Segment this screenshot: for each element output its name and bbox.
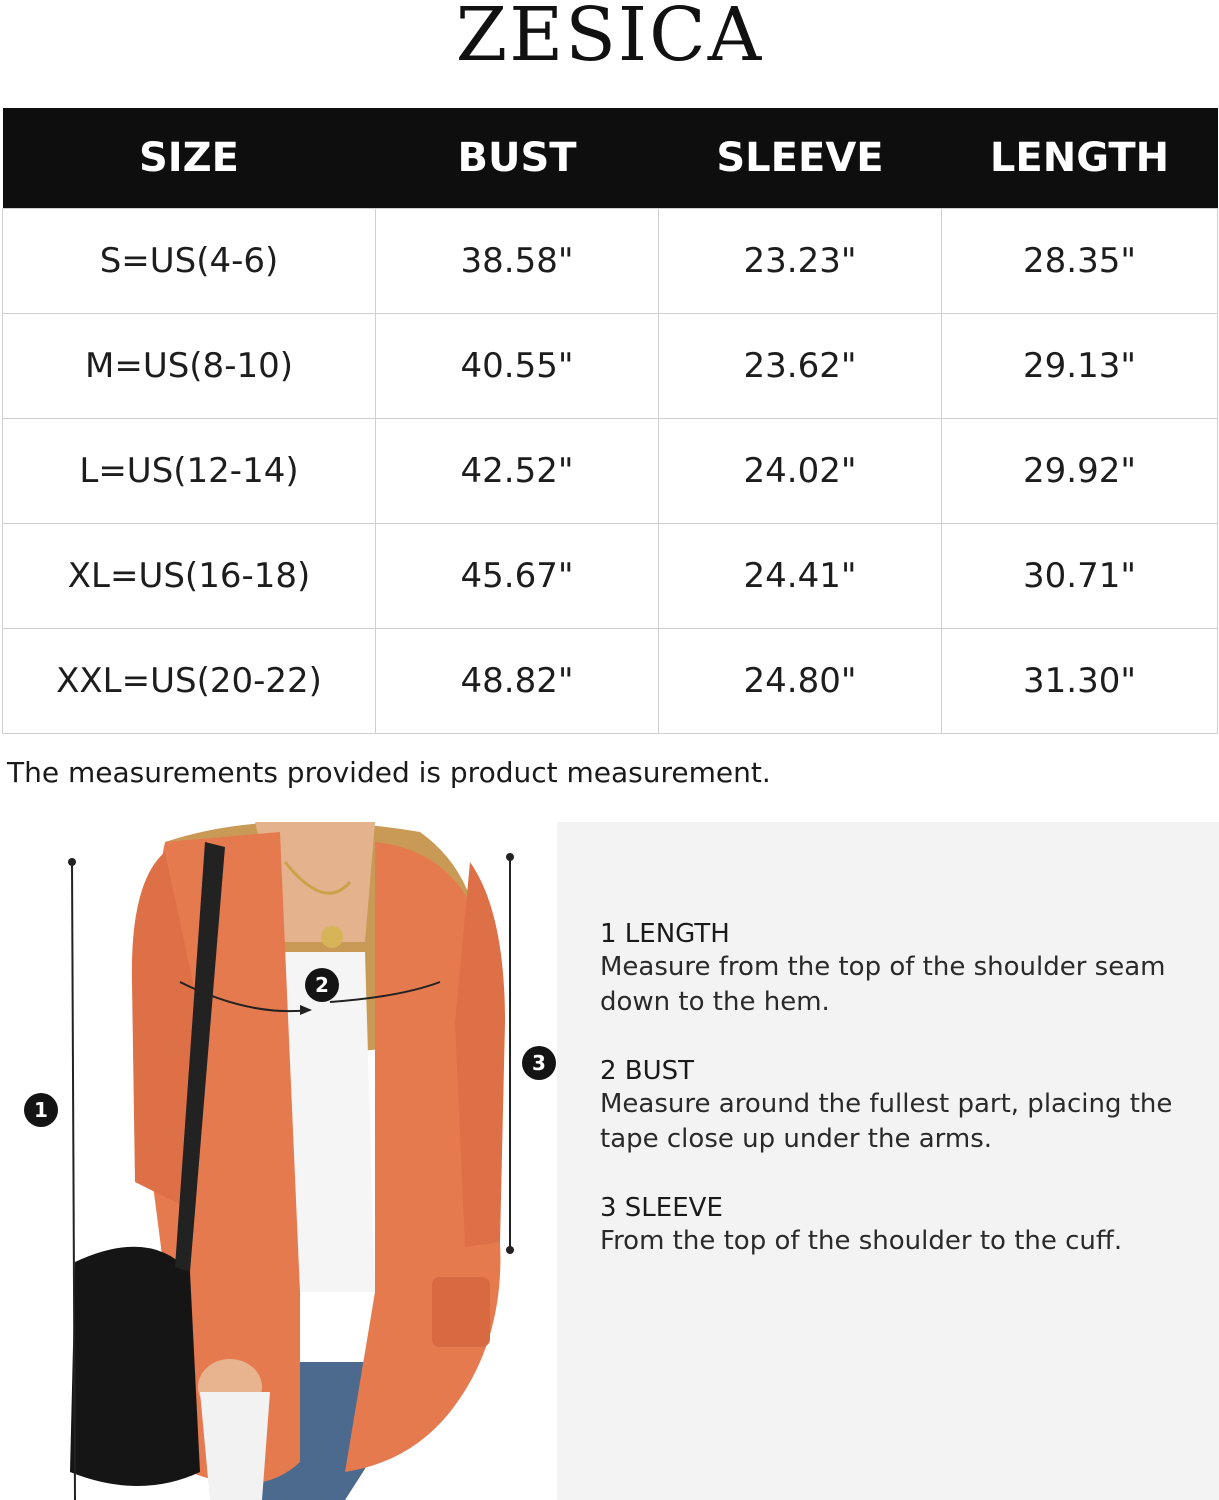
model-photo — [0, 822, 557, 1500]
header-size: SIZE — [138, 134, 240, 181]
cell-length: 29.92" — [942, 418, 1218, 523]
badge-2: 2 — [305, 968, 339, 1002]
table-row — [3, 523, 1218, 628]
cell-length: 29.13" — [942, 313, 1218, 418]
cell-size: S=US(4-6) — [3, 208, 376, 313]
table-row — [3, 628, 1218, 733]
header-length: LENGTH — [989, 134, 1170, 181]
cell-size: M=US(8-10) — [3, 313, 376, 418]
cell-bust: 38.58" — [376, 208, 659, 313]
header-bust: BUST — [457, 134, 577, 181]
guide-bust-desc: Measure around the fullest part, placing the tape close up under the arms. — [600, 1089, 1173, 1154]
size-chart-table — [2, 108, 1218, 734]
guide-sleeve-title: 3 SLEEVE — [600, 1193, 723, 1223]
bag-shape — [70, 1247, 200, 1486]
cell-length: 28.35" — [942, 208, 1218, 313]
guide-sleeve — [600, 1192, 1180, 1259]
cell-sleeve: 24.02" — [659, 418, 942, 523]
cell-length: 31.30" — [942, 628, 1218, 733]
pocket-shape — [432, 1277, 490, 1347]
table-row — [3, 313, 1218, 418]
brand-logo: ZESICA — [455, 0, 764, 78]
cell-bust: 40.55" — [376, 313, 659, 418]
coffee-cup-shape — [200, 1392, 270, 1500]
guide-length-desc: Measure from the top of the shoulder seam down to the hem. — [600, 952, 1166, 1017]
measurement-note: The measurements provided is product measurement. — [7, 756, 771, 789]
badge-1: 1 — [24, 1093, 58, 1127]
guide-bust — [600, 1055, 1180, 1157]
measurement-guide-panel — [557, 822, 1219, 1500]
header-sleeve: SLEEVE — [716, 134, 884, 181]
length-dot — [68, 858, 76, 866]
table-header-row — [3, 108, 1218, 208]
cell-size: XL=US(16-18) — [3, 523, 376, 628]
cell-sleeve: 24.41" — [659, 523, 942, 628]
cell-sleeve: 23.23" — [659, 208, 942, 313]
guide-length-title: 1 LENGTH — [600, 919, 730, 949]
table-row — [3, 208, 1218, 313]
cell-bust: 42.52" — [376, 418, 659, 523]
pendant-shape — [321, 926, 343, 948]
sleeve-dot-bottom — [506, 1246, 514, 1254]
guide-length — [600, 918, 1180, 1020]
badge-3: 3 — [522, 1046, 556, 1080]
guide-bust-title: 2 BUST — [600, 1056, 695, 1086]
cell-bust: 45.67" — [376, 523, 659, 628]
cell-bust: 48.82" — [376, 628, 659, 733]
table-row — [3, 418, 1218, 523]
cell-size: XXL=US(20-22) — [3, 628, 376, 733]
cell-size: L=US(12-14) — [3, 418, 376, 523]
guide-sleeve-desc: From the top of the shoulder to the cuff. — [600, 1226, 1123, 1256]
model-illustration — [0, 822, 557, 1500]
cell-length: 30.71" — [942, 523, 1218, 628]
sleeve-dot-top — [506, 853, 514, 861]
cell-sleeve: 24.80" — [659, 628, 942, 733]
cell-sleeve: 23.62" — [659, 313, 942, 418]
